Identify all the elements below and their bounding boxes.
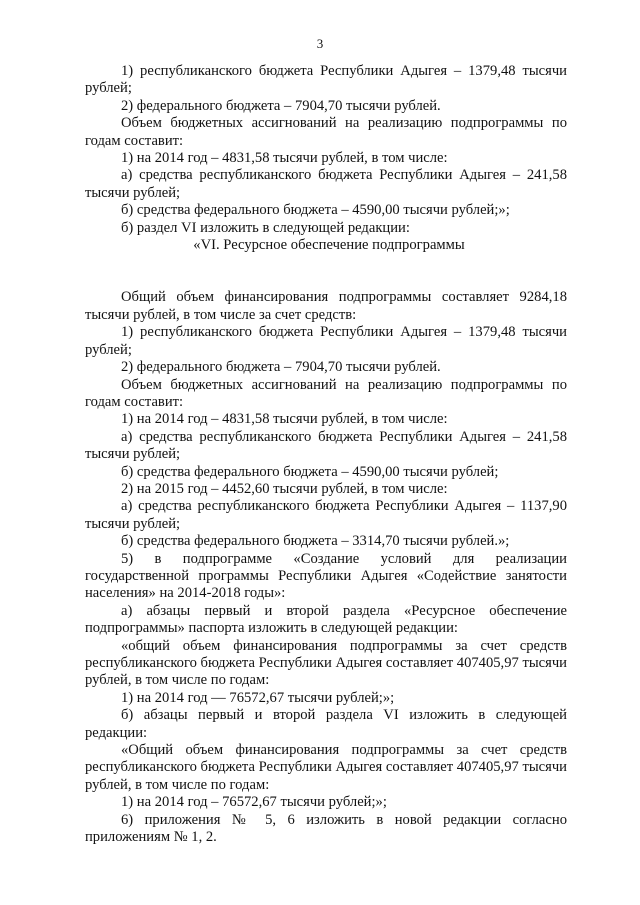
paragraph: 2) на 2015 год – 4452,60 тысячи рублей, в том числе: [121,480,448,497]
paragraph: б) абзацы первый и второй раздела VI изложить в следующей редакции: [85,707,567,741]
paragraph: а) средства республиканского бюджета Республики Адыгея – 241,58 тысячи рублей; [85,167,567,201]
page-number: 3 [316,36,324,51]
paragraph: 1) на 2014 год – 76572,67 тысячи рублей;»; [121,794,387,811]
paragraph: 1) республиканского бюджета Республики Адыгея – 1379,48 тысячи рублей; [85,63,567,97]
paragraph: а) абзацы первый и второй раздела «Ресурсное обеспечение подпрограммы» паспорта изложить в следующей редакции: [85,602,567,637]
paragraph: 2) федерального бюджета – 7904,70 тысячи рублей. [121,97,441,114]
document-body [85,63,567,846]
paragraph: Общий объем финансирования подпрограммы составляет 9284,18 тысячи рублей, в том числе за счет средств: [85,289,567,323]
paragraph: Объем бюджетных ассигнований на реализацию подпрограммы по годам составит: [85,115,567,149]
paragraph: а) средства республиканского бюджета Республики Адыгея – 241,58 тысячи рублей; [85,428,567,463]
paragraph: «общий объем финансирования подпрограммы за счет средств республиканского бюджета Республики Адыгея составляет 407405,97 тысячи рублей, в том числе по годам: [85,637,567,689]
paragraph: а) средства республиканского бюджета Республики Адыгея – 1137,90 тысячи рублей; [85,498,567,532]
paragraph: б) раздел VI изложить в следующей редакции: [121,219,410,236]
paragraph: б) средства федерального бюджета – 3314,70 тысячи рублей.»; [121,533,510,550]
paragraph: 1) республиканского бюджета Республики Адыгея – 1379,48 тысячи рублей; [85,324,567,358]
paragraph: 2) федерального бюджета – 7904,70 тысячи рублей. [121,359,441,376]
paragraph: б) средства федерального бюджета – 4590,00 тысячи рублей; [121,463,499,480]
paragraph: б) средства федерального бюджета – 4590,00 тысячи рублей;»; [121,202,510,219]
paragraph: 5) в подпрограмме «Создание условий для реализации государственной программы Республики Адыгея «Содействие занятости населения» на 2014-2018 годы»: [85,550,567,602]
section-heading: «VI. Ресурсное обеспечение подпрограммы [193,237,465,254]
paragraph: 1) на 2014 год — 76572,67 тысячи рублей;»; [121,689,395,706]
paragraph: 1) на 2014 год – 4831,58 тысячи рублей, в том числе: [121,411,448,428]
paragraph: 6) приложения № 5, 6 изложить в новой редакции согласно приложениям № 1, 2. [85,811,567,846]
paragraph: Объем бюджетных ассигнований на реализацию подпрограммы по годам составит: [85,376,567,410]
paragraph: «Общий объем финансирования подпрограммы за счет средств республиканского бюджета Республики Адыгея составляет 407405,97 тысячи рублей, в том числе по годам: [85,742,567,793]
paragraph: 1) на 2014 год – 4831,58 тысячи рублей, в том числе: [121,150,448,167]
